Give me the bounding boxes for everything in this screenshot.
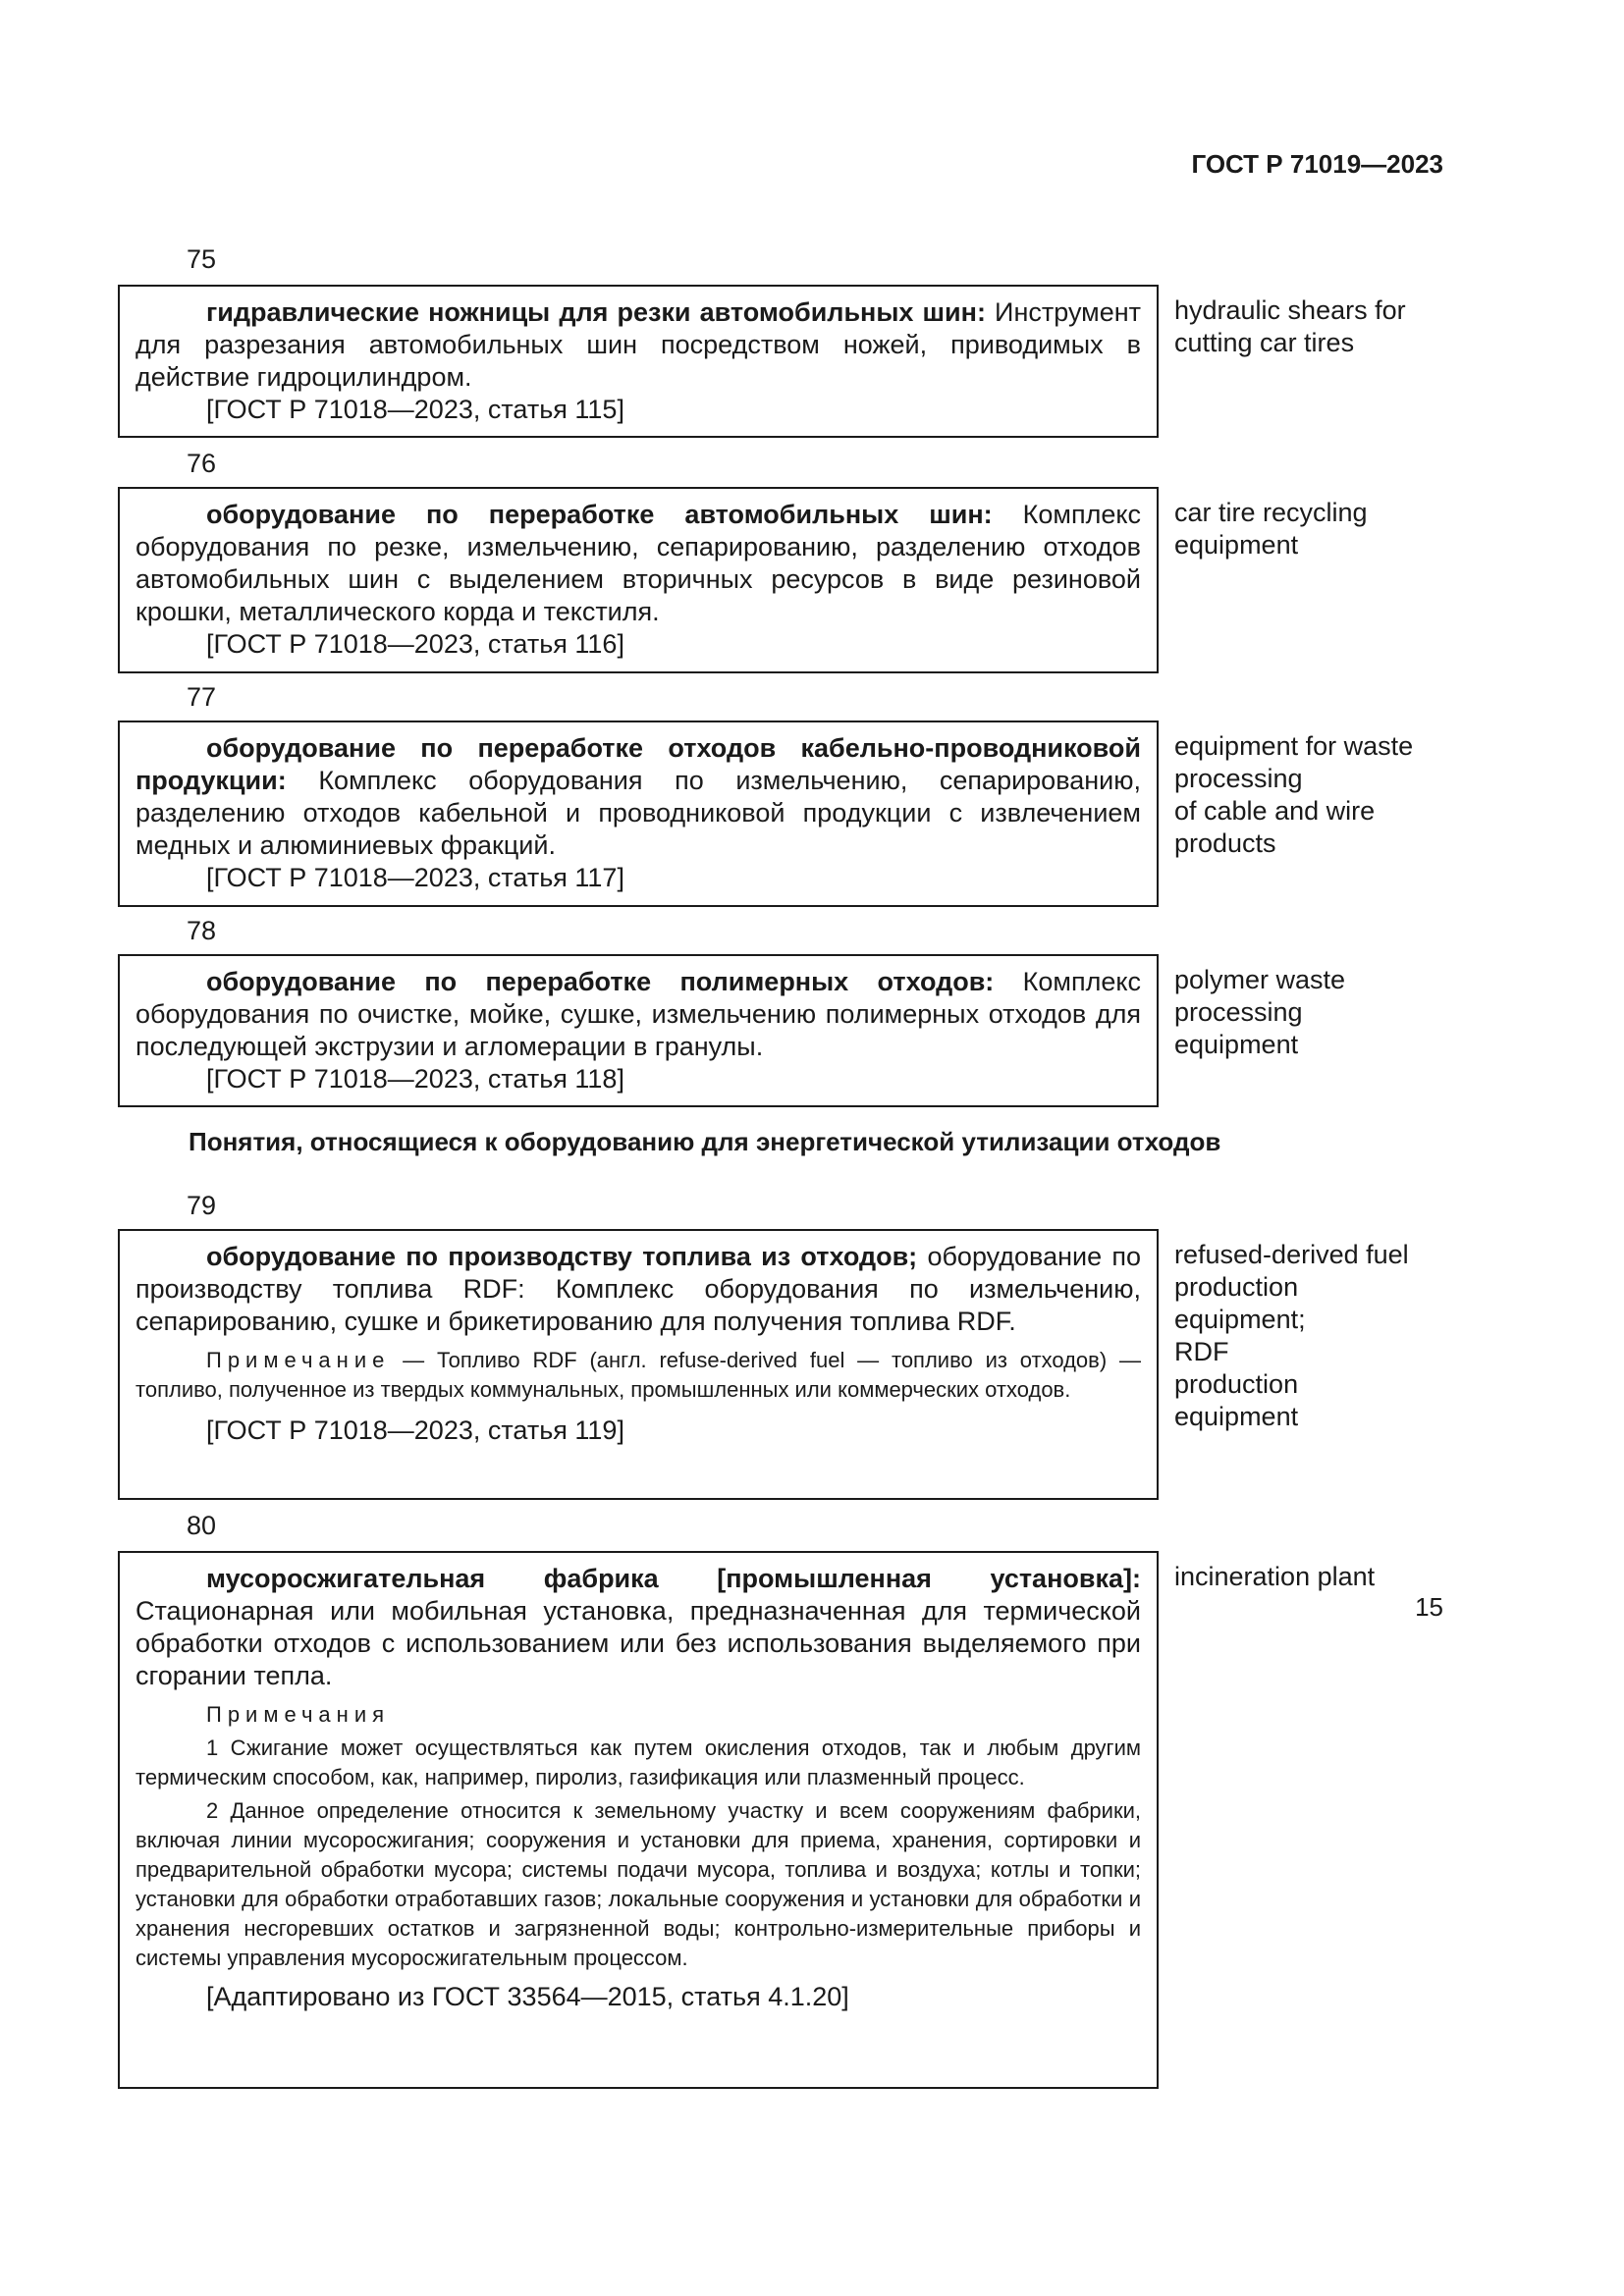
term-box bbox=[118, 954, 1159, 1107]
english-term: refused-derived fuel production equipment; RDF production equipment bbox=[1174, 1240, 1409, 1431]
entry-number: 77 bbox=[187, 682, 217, 712]
note-label: Примечание bbox=[206, 1348, 391, 1372]
reference: [ГОСТ Р 71018—2023, статья 118] bbox=[206, 1064, 624, 1094]
term: оборудование по переработке полимерных отходов: bbox=[206, 967, 995, 996]
term-box bbox=[118, 1551, 1159, 2089]
reference: [ГОСТ Р 71018—2023, статья 119] bbox=[206, 1415, 624, 1445]
definition: оборудование по переработке отходов кабельно-проводниковой продукции: Комплекс оборудования по измельчению, сепарированию, разделению отходов кабельной и проводниковой продукции с извлечением медных и алюминиевых фракций. bbox=[135, 733, 1141, 860]
reference: [ГОСТ Р 71018—2023, статья 117] bbox=[206, 863, 624, 892]
term: оборудование по переработке автомобильных шин: bbox=[206, 500, 993, 529]
page-number: 15 bbox=[1415, 1592, 1443, 1622]
definition: оборудование по производству топлива из отходов; оборудование по производству топлива RDF: Комплекс оборудования по измельчению, сепарированию, сушке и брикетированию для получения топлива RDF. bbox=[135, 1242, 1142, 1336]
reference: [ГОСТ Р 71018—2023, статья 115] bbox=[206, 395, 624, 424]
term: мусоросжигательная фабрика [промышленная установка]: bbox=[206, 1564, 1141, 1593]
term-box bbox=[118, 285, 1159, 438]
entry-number: 79 bbox=[187, 1191, 217, 1220]
term-box bbox=[118, 721, 1159, 907]
term-box bbox=[118, 1229, 1159, 1500]
document-number: ГОСТ Р 71019—2023 bbox=[1191, 149, 1443, 179]
definition: гидравлические ножницы для резки автомобильных шин: Инструмент для разрезания автомобильных шин посредством ножей, приводимых в действие гидроцилиндром. bbox=[135, 297, 1141, 392]
reference: [ГОСТ Р 71018—2023, статья 116] bbox=[206, 629, 624, 659]
notes bbox=[135, 1700, 1141, 1973]
term-box bbox=[118, 487, 1159, 673]
entry-number: 76 bbox=[187, 449, 217, 478]
term: оборудование по производству топлива из отходов; bbox=[206, 1242, 918, 1271]
entry-number: 80 bbox=[187, 1511, 217, 1540]
notes-label: Примечания bbox=[206, 1702, 391, 1727]
english-term: incineration plant bbox=[1174, 1562, 1376, 1591]
entry-number: 78 bbox=[187, 916, 217, 945]
definition: оборудование по переработке полимерных отходов: Комплекс оборудования по очистке, мойке, сушке, измельчению полимерных отходов для последующей экструзии и агломерации в гранулы. bbox=[135, 967, 1141, 1061]
definition: мусоросжигательная фабрика [промышленная установка]: Стационарная или мобильная установка, предназначенная для термической обработки отходов с использованием или без использования выделяемого при сгорании тепла. bbox=[135, 1564, 1141, 1690]
english-term: car tire recycling equipment bbox=[1174, 498, 1368, 560]
note: Примечание — Топливо RDF (англ. refuse-derived fuel — топливо из отходов) — топливо, полученное из твердых коммунальных, промышленных или коммерческих отходов. bbox=[135, 1348, 1141, 1402]
term: гидравлические ножницы для резки автомобильных шин: bbox=[206, 297, 986, 327]
definition: оборудование по переработке автомобильных шин: Комплекс оборудования по резке, измельчению, сепарированию, разделению отходов автомобильных шин с выделением вторичных ресурсов в виде резиновой крошки, металлического корда и текстиля. bbox=[135, 500, 1141, 626]
reference: [Адаптировано из ГОСТ 33564—2015, статья 4.1.20] bbox=[206, 1982, 849, 2011]
term: оборудование по переработке отходов кабельно-проводниковой продукции: bbox=[135, 733, 1141, 795]
note-2: 2 Данное определение относится к земельному участку и всем сооружениям фабрики, включая линии мусоросжигания; сооружения и установки для приема, хранения, сортировки и предварительной обработки мусора; системы подачи мусора, топлива и воздуха; котлы и топки; установки для обработки отработавших газов; локальные сооружения и установки для обработки и хранения несгоревших остатков и загрязненной воды; контрольно-измерительные приборы и системы управления мусоросжигательным процессом. bbox=[135, 1798, 1141, 1970]
english-term: polymer waste processing equipment bbox=[1174, 965, 1346, 1059]
section-heading: Понятия, относящиеся к оборудованию для энергетической утилизации отходов bbox=[189, 1127, 1221, 1156]
english-term: hydraulic shears for cutting car tires bbox=[1174, 295, 1406, 357]
note-1: 1 Сжигание может осуществляться как путем окисления отходов, так и любым другим термическим способом, как, например, пиролиз, газификация или плазменный процесс. bbox=[135, 1735, 1141, 1789]
entry-number: 75 bbox=[187, 244, 217, 274]
english-term: equipment for waste processing of cable and wire products bbox=[1174, 731, 1414, 858]
